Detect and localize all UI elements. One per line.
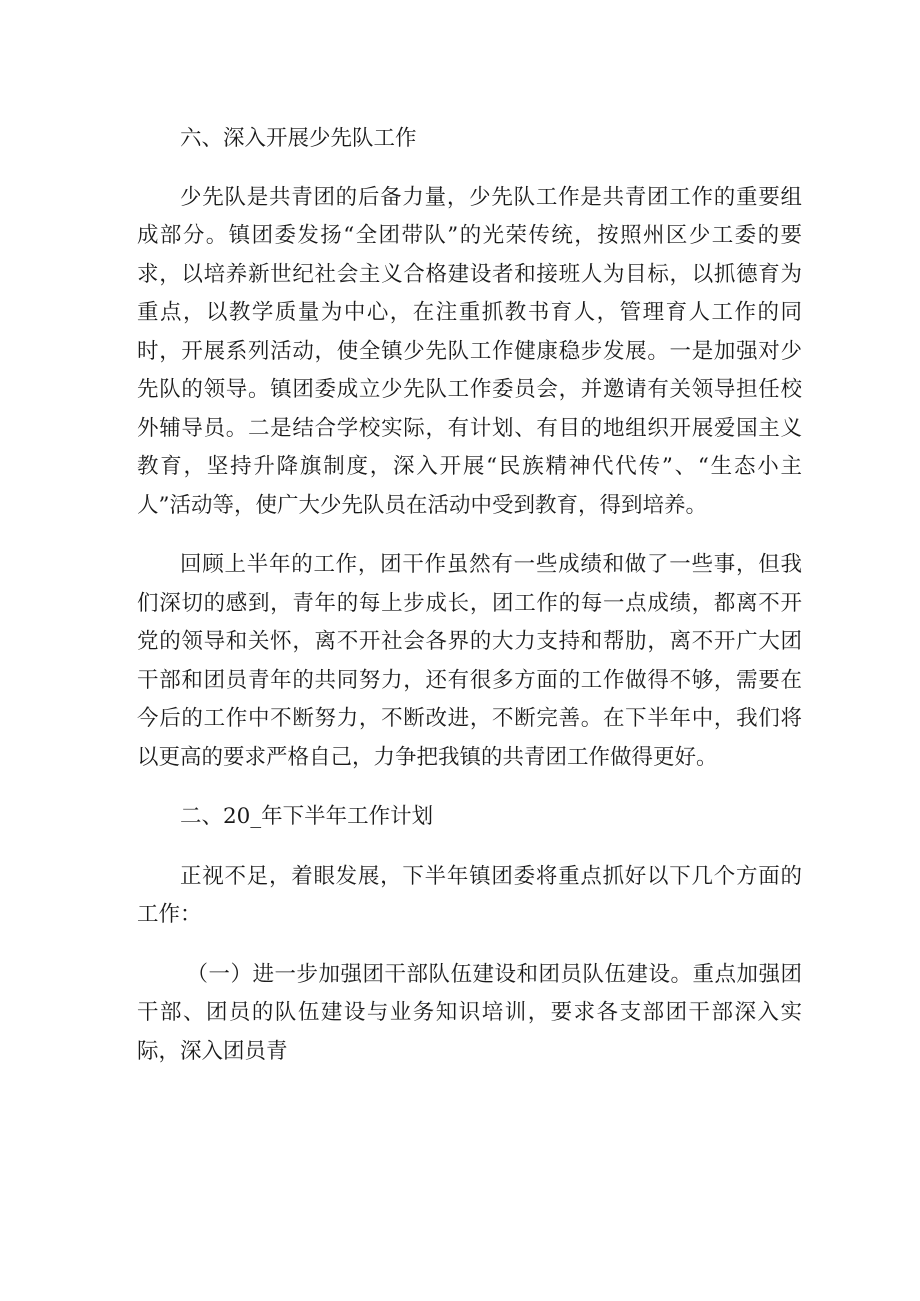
- section-heading-plan: 二、20_年下半年工作计划: [180, 804, 434, 829]
- paragraph-plan-intro: 正视不足，着眼发展，下半年镇团委将重点抓好以下几个方面的工作：: [137, 863, 802, 927]
- paragraph-review: 回顾上半年的工作，团干作虽然有一些成绩和做了一些事，但我们深切的感到，青年的每上步成长，团工作的每一点成绩，都离不开党的领导和关怀，离不开社会各界的大力支持和帮肋，离不开广大团干部和团员青年的共同努力，还有很多方面的工作做得不够，需要在今后的工作中不断努力，不断改进，不断完善。在下半年中，我们将以更高的要求严格自己，力争把我镇的共青团工作做得更好。: [137, 552, 802, 770]
- paragraph-plan-item-1: （一）进一步加强团干部队伍建设和团员队伍建设。重点加强团干部、团员的队伍建设与业务知识培训，要求各支部团干部深入实际，深入团员青: [137, 961, 802, 1064]
- document-body: [137, 120, 802, 1071]
- section-heading-six: 六、深入开展少先队工作: [180, 126, 417, 151]
- paragraph-young-pioneers: 少先队是共青团的后备力量，少先队工作是共青团工作的重要组成部分。镇团委发扬“全团带队”的光荣传统，按照州区少工委的要求，以培养新世纪社会主义合格建设者和接班人为目标，以抓德育为重点，以教学质量为中心，在注重抓教书育人，管理育人工作的同时，开展系列活动，使全镇少先队工作健康稳步发展。一是加强对少先队的领导。镇团委成立少先队工作委员会，并邀请有关领导担任校外辅导员。二是结合学校实际，有计划、有目的地组织开展爱国主义教育，坚持升降旗制度，深入开展“民族精神代代传”、“生态小主人”活动等，使广大少先队员在活动中受到教育，得到培养。: [137, 184, 802, 518]
